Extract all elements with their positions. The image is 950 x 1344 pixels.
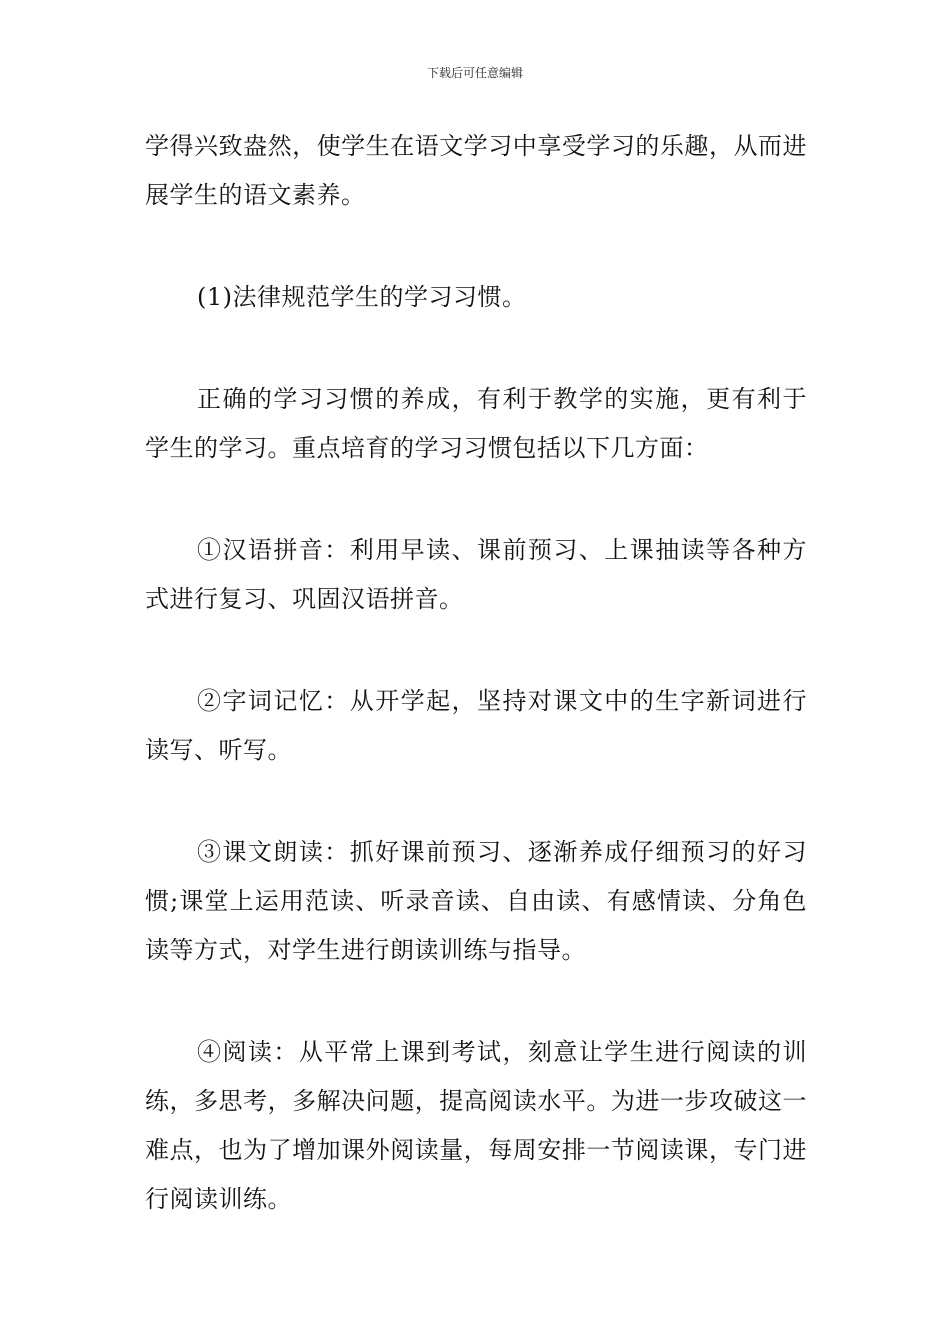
document-body: [145, 122, 807, 1224]
paragraph-pinyin: ①汉语拼音：利用早读、课前预习、上课抽读等各种方式进行复习、巩固汉语拼音。: [145, 536, 807, 613]
paragraph-reading-aloud: ③课文朗读：抓好课前预习、逐渐养成仔细预习的好习惯;课堂上运用范读、听录音读、自由读、有感情读、分角色读等方式，对学生进行朗读训练与指导。: [145, 838, 807, 964]
paragraph-section-heading: (1)法律规范学生的学习习惯。: [197, 283, 527, 311]
page-header: 下载后可任意编辑: [426, 66, 523, 80]
paragraph-continuation: 学得兴致盎然，使学生在语文学习中享受学习的乐趣，从而进展学生的语文素养。: [145, 132, 807, 209]
paragraph-vocabulary: ②字词记忆：从开学起，坚持对课文中的生字新词进行读写、听写。: [145, 687, 807, 764]
paragraph-habits-intro: 正确的学习习惯的养成，有利于教学的实施，更有利于学生的学习。重点培育的学习习惯包括以下几方面：: [145, 385, 807, 462]
paragraph-reading: ④阅读：从平常上课到考试，刻意让学生进行阅读的训练，多思考，多解决问题，提高阅读水平。为进一步攻破这一难点，也为了增加课外阅读量，每周安排一节阅读课，专门进行阅读训练。: [145, 1038, 807, 1213]
